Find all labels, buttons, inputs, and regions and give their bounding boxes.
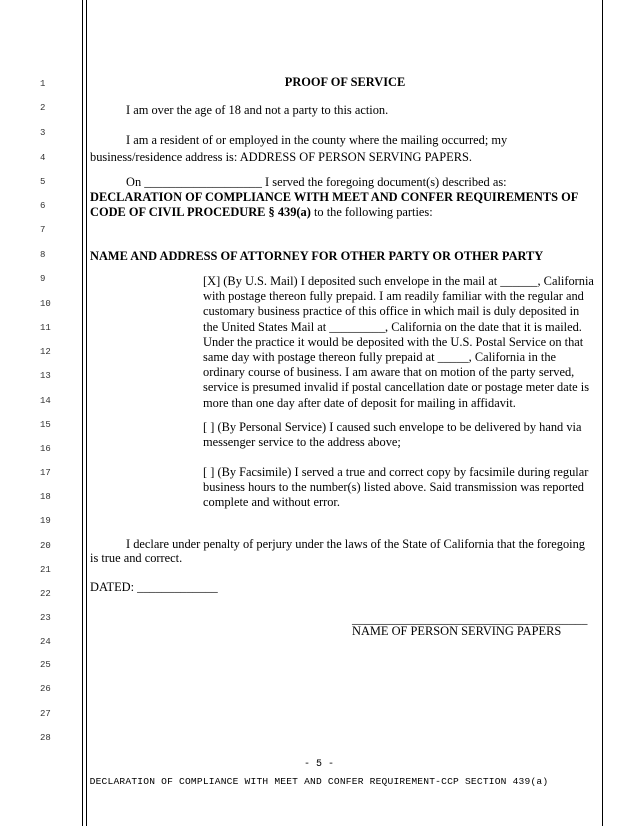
line-number: 19 xyxy=(40,516,51,526)
fax-block-line: [ ] (By Facsimile) I served a true and correct copy by facsimile during regular xyxy=(203,465,589,479)
line-number: 25 xyxy=(40,660,51,670)
personal-block-line: messenger service to the address above; xyxy=(203,435,401,449)
footer-title: DECLARATION OF COMPLIANCE WITH MEET AND CONFER REQUIREMENT-CCP SECTION 439(a) xyxy=(89,776,549,787)
line-number: 21 xyxy=(40,565,51,575)
line-number: 22 xyxy=(40,589,51,599)
para-on-line-3 xyxy=(90,205,433,219)
line-number: 13 xyxy=(40,371,51,381)
mail-block-line: [X] (By U.S. Mail) I deposited such envelope in the mail at ______, California xyxy=(203,274,594,288)
parties-text: to the following parties: xyxy=(310,205,433,219)
line-number: 4 xyxy=(40,153,46,163)
line-number: 2 xyxy=(40,103,46,113)
name-address-heading: NAME AND ADDRESS OF ATTORNEY FOR OTHER PARTY OR OTHER PARTY xyxy=(90,249,544,263)
line-number: 27 xyxy=(40,709,51,719)
mail-block-line: Under the practice it would be deposited with the U.S. Postal Service on that xyxy=(203,334,584,349)
left-margin-rule-outer xyxy=(82,0,83,826)
page-title: PROOF OF SERVICE xyxy=(284,75,406,89)
line-number: 11 xyxy=(40,323,51,333)
line-number: 20 xyxy=(40,541,51,551)
line-number: 1 xyxy=(40,79,46,89)
para-resident-line-2: business/residence address is: ADDRESS OF PERSON SERVING PAPERS. xyxy=(90,150,473,164)
line-number: 9 xyxy=(40,274,46,284)
line-number: 7 xyxy=(40,225,46,235)
mail-block-line: ordinary course of business. I am aware that on motion of the party served, xyxy=(203,365,575,380)
line-number: 17 xyxy=(40,468,51,478)
para-age: I am over the age of 18 and not a party to this action. xyxy=(126,103,389,117)
para-resident-line-1: I am a resident of or employed in the county where the mailing occurred; my xyxy=(126,133,508,147)
line-number: 24 xyxy=(40,637,51,647)
mail-block-line: customary business practice of this office in which mail is duly deposited in xyxy=(203,304,580,319)
line-number: 26 xyxy=(40,684,51,694)
fax-block-line: business hours to the number(s) listed above. Said transmission was reported xyxy=(203,480,584,494)
personal-block-line: [ ] (By Personal Service) I caused such envelope to be delivered by hand via xyxy=(203,420,582,434)
mail-block-line: the United States Mail at _________, California on the date that it is mailed. xyxy=(203,319,582,334)
line-number: 5 xyxy=(40,177,46,187)
document-name-bold: CODE OF CIVIL PROCEDURE § 439(a) xyxy=(90,205,311,219)
mail-block-line: with postage thereon fully prepaid. I am readily familiar with the regular and xyxy=(203,289,584,304)
left-margin-rule-inner xyxy=(86,0,87,826)
mail-block-line: more than one day after date of deposit for mailing in affidavit. xyxy=(203,395,516,410)
signature-name: NAME OF PERSON SERVING PAPERS xyxy=(352,624,562,638)
declaration-line-1: I declare under penalty of perjury under the laws of the State of California that the foregoing xyxy=(126,537,585,551)
declaration-line-2: is true and correct. xyxy=(90,551,183,565)
line-number: 6 xyxy=(40,201,46,211)
line-number: 16 xyxy=(40,444,51,454)
fax-block-line: complete and without error. xyxy=(203,495,340,509)
line-number: 18 xyxy=(40,492,51,502)
line-number: 8 xyxy=(40,250,46,260)
line-number: 28 xyxy=(40,733,51,743)
line-number: 12 xyxy=(40,347,51,357)
line-number: 3 xyxy=(40,128,46,138)
signature-line: ______________________________________ xyxy=(352,612,588,626)
line-number: 10 xyxy=(40,299,51,309)
line-number: 15 xyxy=(40,420,51,430)
page-number: - 5 - xyxy=(303,759,334,770)
dated-line: DATED: _____________ xyxy=(90,580,218,594)
para-on-line-2: DECLARATION OF COMPLIANCE WITH MEET AND CONFER REQUIREMENTS OF xyxy=(90,190,579,204)
line-number: 14 xyxy=(40,396,51,406)
mail-block-line: same day with postage thereon fully prepaid at _____, California in the xyxy=(203,350,557,364)
right-margin-rule xyxy=(602,0,603,826)
mail-block-line: service is presumed invalid if postal cancellation date or postage meter date is xyxy=(203,380,590,395)
line-number: 23 xyxy=(40,613,51,623)
para-on-line-1: On ___________________ I served the foregoing document(s) described as: xyxy=(126,175,507,189)
